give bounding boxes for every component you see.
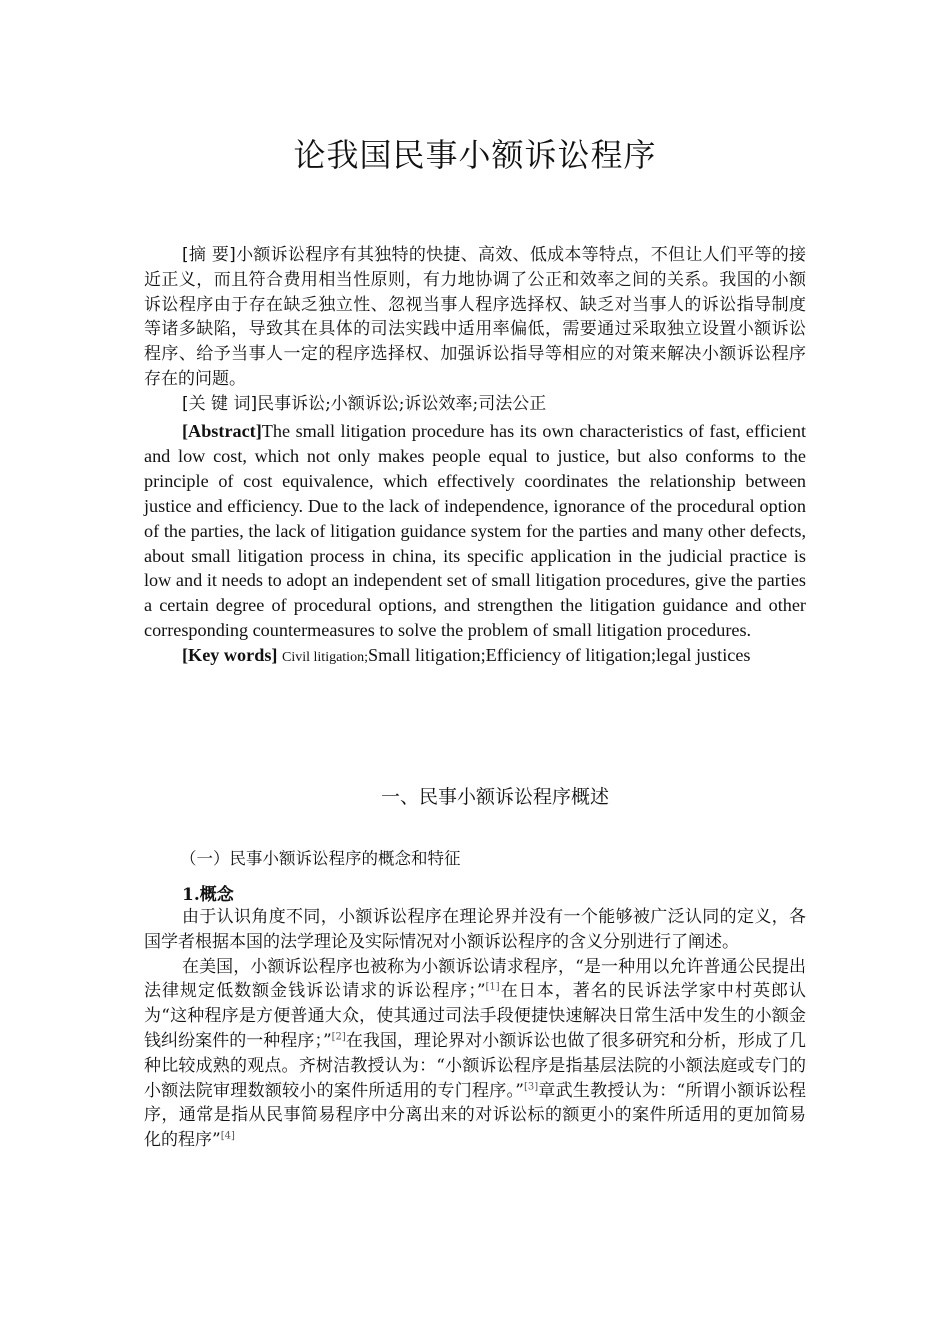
- keywords-cn-text: 民事诉讼;小额诉讼;诉讼效率;司法公正: [257, 393, 547, 414]
- subsubsection-heading: 1.概念: [182, 885, 234, 905]
- abstract-cn: [144, 243, 806, 392]
- paragraph-2-c: 在我国，理论界对小额诉讼也做了很多研究和分析，形成了几种比较成熟的观点。齐树洁教授认为：“小额诉讼程序是指基层法院的小额法庭或专门的小额法院审理数额较小的案件所适用的专门程序。”: [144, 1030, 806, 1101]
- citation-1: [1]: [485, 981, 500, 993]
- paragraph-2: [144, 955, 806, 1153]
- paragraph-2-b: 在日本，著名的民诉法学家中村英郎认为“这种程序是方便普通大众，使其通过司法手段便捷快速解决日常生活中发生的小额金钱纠纷案件的一种程序；”: [144, 981, 806, 1051]
- keywords-en-label: [Key words]: [182, 645, 278, 666]
- paragraph-2-a: 在美国，小额诉讼程序也被称为小额诉讼请求程序，“是一种用以允许普通公民提出法律规定低数额金钱诉讼请求的诉讼程序；”: [144, 956, 806, 1002]
- keywords-en-first: Civil litigation;: [282, 650, 368, 666]
- abstract-en-label: [Abstract]: [182, 421, 262, 441]
- abstract-cn-label: [摘 要]: [182, 245, 236, 265]
- abstract-en-text: The small litigation procedure has its own characteristics of fast, efficient and low cost, which not only makes people equal to justice, but also conforms to the principle of cost equivalence, which effectively coordinates the relationship between justice and efficiency. Due to the lack of independence, ignorance of the procedural option of the parties, the lack of litigation guidance system for the parties and many other defects, about small litigation process in china, its specific application in the judicial practice is low and it needs to adopt an independent set of small litigation procedures, give the parties a certain degree of procedural options, and strengthen the litigation guidance and other corresponding countermeasures to solve the problem of small litigation procedures.: [144, 421, 806, 641]
- citation-3: [3]: [523, 1080, 539, 1092]
- subsection-heading: （一）民事小额诉讼程序的概念和特征: [180, 849, 461, 868]
- citation-2: [2]: [331, 1031, 346, 1043]
- keywords-cn-label: [关 键 词]: [182, 393, 258, 414]
- abstract-cn-block: [144, 243, 806, 417]
- keywords-en-rest: Small litigation;Efficiency of litigation;legal justices: [367, 645, 751, 666]
- paragraph-1: 由于认识角度不同，小额诉讼程序在理论界并没有一个能够被广泛认同的定义，各国学者根据本国的法学理论及实际情况对小额诉讼程序的含义分别进行了阐述。: [144, 907, 806, 952]
- abstract-en-block: [144, 419, 806, 671]
- paragraph-2-d: 章武生教授认为：“所谓小额诉讼程序，通常是指从民事简易程序中分离出来的对诉讼标的额更小的案件所适用的更加简易化的程序”: [144, 1080, 806, 1151]
- section-body: [144, 905, 806, 1153]
- paper-title: 论我国民事小额诉讼程序: [293, 136, 657, 174]
- citation-4: [4]: [220, 1130, 235, 1142]
- abstract-en: [144, 419, 806, 643]
- keywords-en: [144, 643, 806, 671]
- keywords-cn: [144, 392, 806, 417]
- abstract-cn-text: 小额诉讼程序有其独特的快捷、高效、低成本等特点，不但让人们平等的接近正义，而且符合费用相当性原则，有力地协调了公正和效率之间的关系。我国的小额诉讼程序由于存在缺乏独立性、忽视当事人程序选择权、缺乏对当事人的诉讼指导制度等诸多缺陷，导致其在具体的司法实践中适用率偏低，需要通过采取独立设置小额诉讼程序、给予当事人一定的程序选择权、加强诉讼指导等相应的对策来解决小额诉讼程序存在的问题。: [144, 245, 807, 389]
- section-heading: 一、民事小额诉讼程序概述: [380, 786, 609, 808]
